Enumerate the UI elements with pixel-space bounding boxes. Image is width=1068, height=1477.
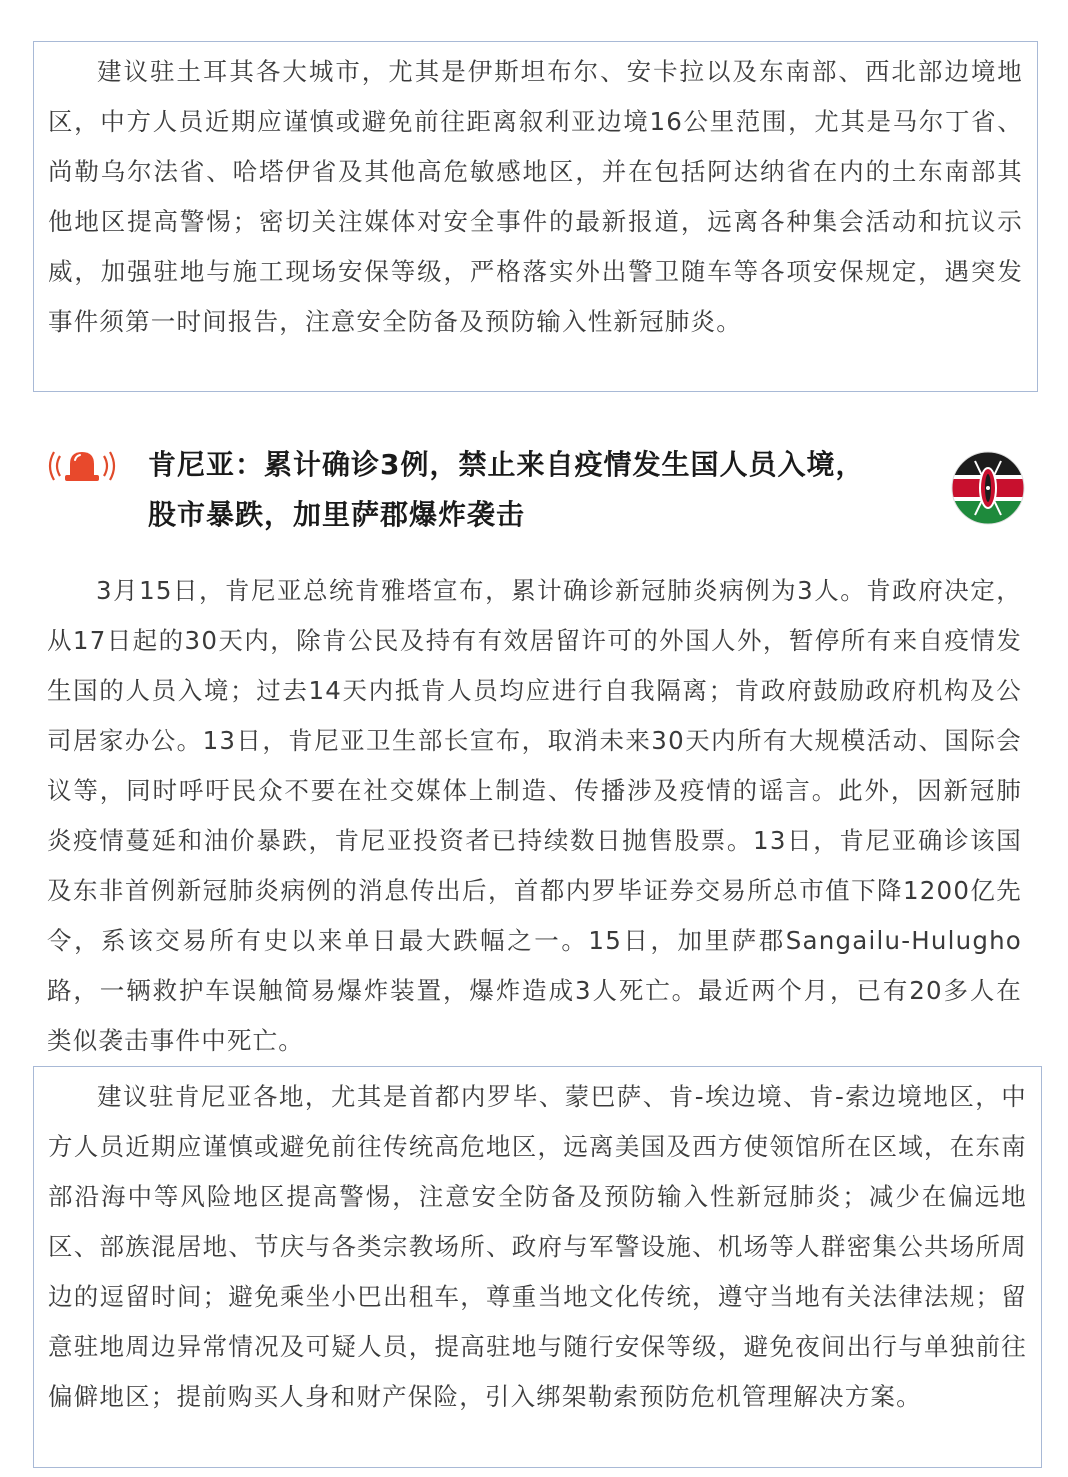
advisory-box-turkey — [33, 41, 1038, 392]
news-body — [47, 566, 1022, 1066]
section-heading — [0, 440, 1068, 540]
section-title-line2: 股市暴跌，加里萨郡爆炸袭击 — [148, 498, 526, 531]
advisory-text-turkey: 建议驻土耳其各大城市，尤其是伊斯坦布尔、安卡拉以及东南部、西北部边境地区，中方人员近期应谨慎或避免前往距离叙利亚边境16公里范围，尤其是马尔丁省、尚勒乌尔法省、哈塔伊省及其他高危敏感地区，并在包括阿达纳省在内的土东南部其他地区提高警惕；密切关注媒体对安全事件的最新报道，远离各种集会活动和抗议示威，加强驻地与施工现场安保等级，严格落实外出警卫随车等各项安保规定，遇突发事件须第一时间报告，注意安全防备及预防输入性新冠肺炎。 — [48, 57, 1023, 336]
advisory-box-kenya — [33, 1066, 1042, 1468]
news-body-text: 3月15日，肯尼亚总统肯雅塔宣布，累计确诊新冠肺炎病例为3人。肯政府决定，从17日起的30天内，除肯公民及持有有效居留许可的外国人外，暂停所有来自疫情发生国的人员入境；过去14天内抵肯人员均应进行自我隔离；肯政府鼓励政府机构及公司居家办公。13日，肯尼亚卫生部长宣布，取消未来30天内所有大规模活动、国际会议等，同时呼吁民众不要在社交媒体上制造、传播涉及疫情的谣言。此外，因新冠肺炎疫情蔓延和油价暴跌，肯尼亚投资者已持续数日抛售股票。13日，肯尼亚确诊该国及东非首例新冠肺炎病例的消息传出后，首都内罗毕证券交易所总市值下降1200亿先令，系该交易所有史以来单日最大跌幅之一。15日，加里萨郡Sangailu-Hulugho路，一辆救护车误触简易爆炸装置，爆炸造成3人死亡。最近两个月，已有20多人在类似袭击事件中死亡。 — [47, 576, 1022, 1055]
kenya-flag-icon — [951, 451, 1025, 525]
section-title — [148, 440, 938, 540]
advisory-text-kenya: 建议驻肯尼亚各地，尤其是首都内罗毕、蒙巴萨、肯-埃边境、肯-索边境地区，中方人员近期应谨慎或避免前往传统高危地区，远离美国及西方使领馆所在区域，在东南部沿海中等风险地区提高警惕，注意安全防备及预防输入性新冠肺炎；减少在偏远地区、部族混居地、节庆与各类宗教场所、政府与军警设施、机场等人群密集公共场所周边的逗留时间；避免乘坐小巴出租车，尊重当地文化传统，遵守当地有关法律法规；留意驻地周边异常情况及可疑人员，提高驻地与随行安保等级，避免夜间出行与单独前往偏僻地区；提前购买人身和财产保险，引入绑架勒索预防危机管理解决方案。 — [48, 1082, 1027, 1411]
alarm-bell-icon — [48, 446, 116, 486]
section-title-line1: 肯尼亚：累计确诊3例，禁止来自疫情发生国人员入境， — [148, 448, 865, 481]
